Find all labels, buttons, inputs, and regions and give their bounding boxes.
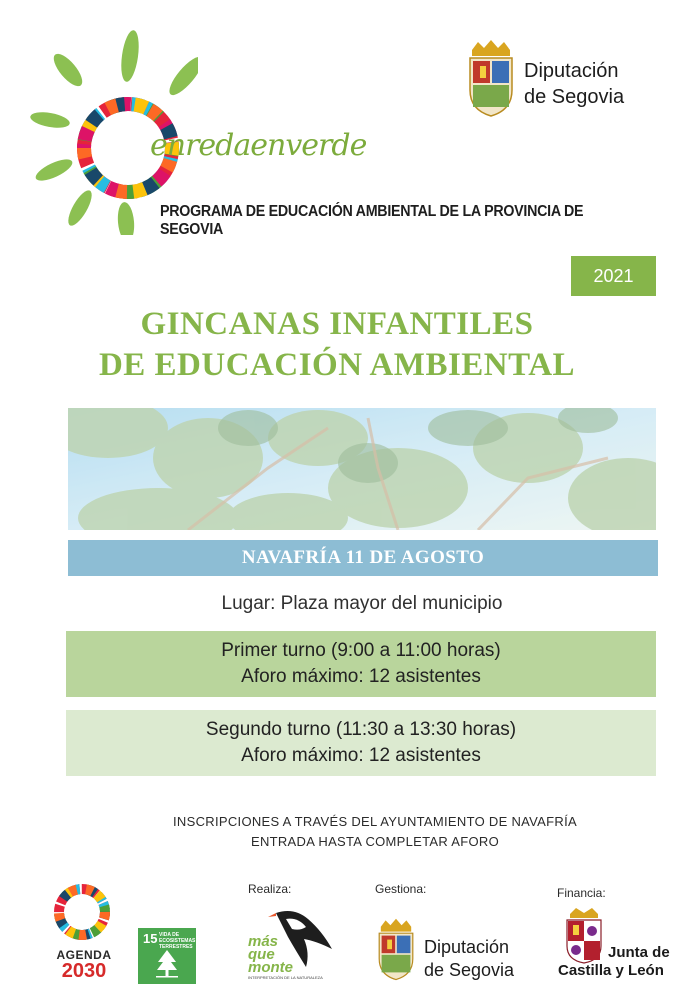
diputacion-footer-logo <box>376 918 536 988</box>
gestiona-line1: Diputación <box>424 937 510 957</box>
first-turn-capacity: Aforo máximo: 12 asistentes <box>241 666 481 687</box>
sdg-wheel-icon <box>50 880 120 948</box>
mas-que-monte-line1: más <box>248 933 279 950</box>
realiza-label: Realiza: <box>248 882 292 896</box>
brand-logo-text: enredaenverde <box>150 128 367 163</box>
entry-info: ENTRADA HASTA COMPLETAR AFORO <box>250 834 500 849</box>
event-place: Lugar: Plaza mayor del municipio <box>221 593 503 614</box>
registration-info: INSCRIPCIONES A TRAVÉS DEL AYUNTAMIENTO DE NAVAFRÍA <box>173 814 577 829</box>
financia-label: Financia: <box>557 886 606 900</box>
mas-que-monte-line3: monte <box>248 959 293 976</box>
coat-of-arms-icon <box>376 918 416 982</box>
year-badge: 2021 <box>571 256 656 296</box>
junta-line2: Castilla y León <box>558 962 664 979</box>
diputacion-line2: de Segovia <box>524 86 625 108</box>
gestiona-label: Gestiona: <box>375 882 427 896</box>
agenda-2030-logo <box>50 880 120 980</box>
program-subtitle: PROGRAMA DE EDUCACIÓN AMBIENTAL DE LA PROVINCIA DE SEGOVIA <box>160 203 584 238</box>
first-turn-box <box>66 631 656 697</box>
main-title-line2: DE EDUCACIÓN AMBIENTAL <box>98 347 576 383</box>
diputacion-line1: Diputación <box>524 60 619 82</box>
gestiona-line2: de Segovia <box>424 960 515 980</box>
mas-que-monte-logo <box>246 905 338 983</box>
castilla-leon-shield-icon <box>564 908 604 964</box>
mas-que-monte-subtitle: INTERPRETACIÓN DE LA NATURALEZA <box>248 975 323 980</box>
first-turn-time: Primer turno (9:00 a 11:00 horas) <box>221 640 501 661</box>
forest-canopy-photo <box>68 408 656 530</box>
junta-castilla-leon-logo <box>556 908 674 988</box>
second-turn-capacity: Aforo máximo: 12 asistentes <box>241 745 481 766</box>
second-turn-box <box>66 710 656 776</box>
second-turn-time: Segundo turno (11:30 a 13:30 horas) <box>205 719 517 740</box>
diputacion-logo <box>466 40 656 120</box>
coat-of-arms-icon <box>466 40 516 118</box>
sdg15-text: VIDA DE ECOSISTEMAS TERRESTRES <box>159 932 196 950</box>
diputacion-name <box>524 58 664 110</box>
sdg15-number: 15 <box>143 931 158 946</box>
agenda-label: AGENDA <box>56 948 112 962</box>
junta-line1: Junta de <box>608 944 670 961</box>
diputacion-footer-name <box>424 936 544 982</box>
main-title-line1: GINCANAS INFANTILES <box>140 306 534 342</box>
mas-que-monte-text <box>248 935 318 974</box>
date-banner: NAVAFRÍA 11 DE AGOSTO <box>68 540 658 576</box>
mas-que-monte-line2: que <box>248 946 275 963</box>
agenda-year: 2030 <box>61 960 107 982</box>
sdg15-badge <box>138 928 196 984</box>
tree-icon <box>154 948 180 978</box>
